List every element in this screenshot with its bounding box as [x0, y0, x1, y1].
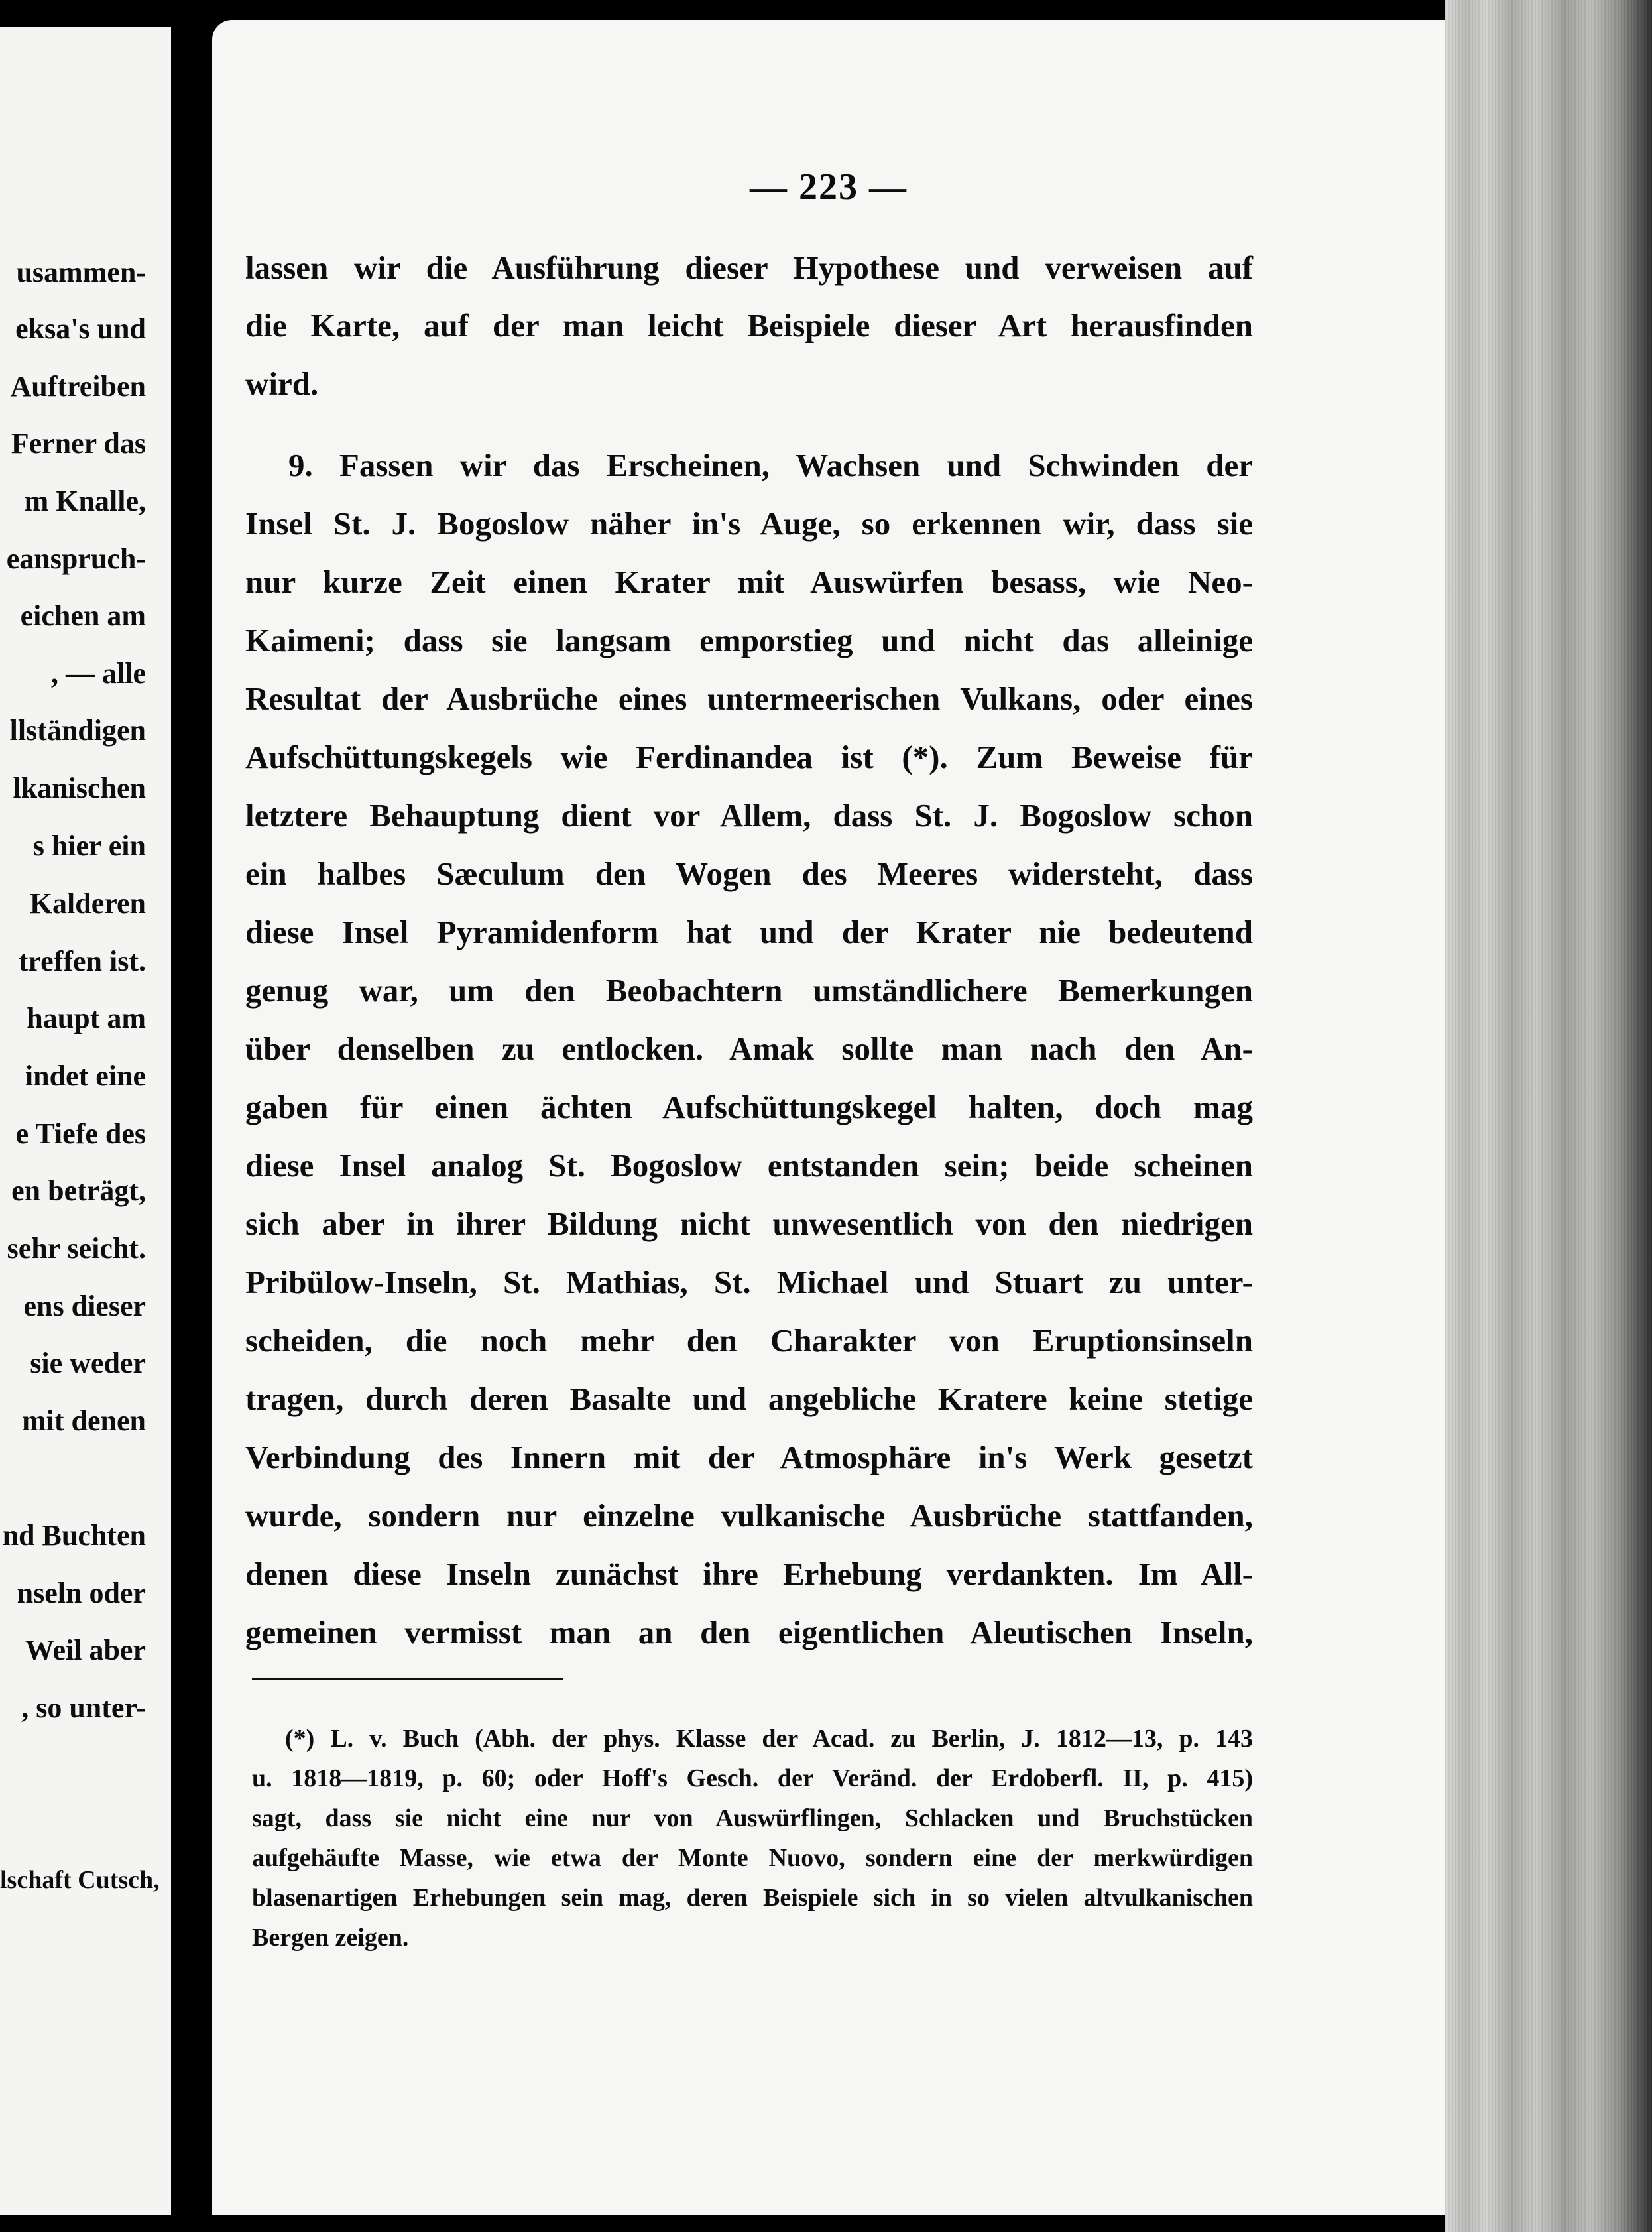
footnote-line: (*) L. v. Buch (Abh. der phys. Klasse der Acad. zu Berlin, J. 1812—13, p. 143 [285, 1725, 1253, 1753]
body-line: nur kurze Zeit einen Krater mit Auswürfen besass, wie Neo- [245, 564, 1253, 600]
left-page-line: haupt am [27, 1002, 146, 1034]
left-page-line: Kalderen [29, 887, 146, 920]
left-page-line: Weil aber [25, 1634, 146, 1666]
footnote-line: blasenartigen Erhebungen sein mag, deren Beispiele sich in so vielen altvulkanischen [252, 1884, 1253, 1912]
left-page-line: eanspruch- [6, 542, 146, 575]
left-page-line: llständigen [9, 714, 146, 747]
body-line: sich aber in ihrer Bildung nicht unwesentlich von den niedrigen [245, 1206, 1253, 1242]
body-line: gaben für einen ächten Aufschüttungskegel halten, doch mag [245, 1089, 1253, 1125]
body-line: die Karte, auf der man leicht Beispiele dieser Art herausfinden [245, 307, 1253, 343]
left-page-line: sehr seicht. [7, 1232, 146, 1265]
page-block-edge [1445, 0, 1652, 2232]
body-line: tragen, durch deren Basalte und angebliche Kratere keine stetige [245, 1381, 1253, 1417]
body-line: diese Insel Pyramidenform hat und der Krater nie bedeutend [245, 914, 1253, 950]
body-line: diese Insel analog St. Bogoslow entstanden sein; beide scheinen [245, 1147, 1253, 1184]
left-page-line: sie weder [30, 1347, 146, 1379]
left-page-line: nd Buchten [2, 1519, 146, 1552]
body-line: Resultat der Ausbrüche eines untermeerischen Vulkans, oder eines [245, 680, 1253, 717]
body-line: wurde, sondern nur einzelne vulkanische Ausbrüche stattfanden, [245, 1497, 1253, 1534]
footnote-line: u. 1818—1819, p. 60; oder Hoff's Gesch. der Veränd. der Erdoberfl. II, p. 415) [252, 1765, 1253, 1792]
body-line: lassen wir die Ausführung dieser Hypothese und verweisen auf [245, 249, 1253, 286]
body-line: scheiden, die noch mehr den Charakter von Eruptionsinseln [245, 1322, 1253, 1359]
body-line: denen diese Inseln zunächst ihre Erhebung verdankten. Im All- [245, 1556, 1253, 1592]
left-page-line: lkanischen [13, 772, 146, 804]
left-page-line: , so unter- [21, 1692, 146, 1724]
body-line: Insel St. J. Bogoslow näher in's Auge, so erkennen wir, dass sie [245, 505, 1253, 542]
footnote-line: aufgehäufte Masse, wie etwa der Monte Nuovo, sondern eine der merkwürdigen [252, 1844, 1253, 1872]
left-page-line: treffen ist. [18, 945, 146, 977]
footnote-line: Bergen zeigen. [252, 1924, 409, 1952]
left-page-line: indet eine [25, 1060, 146, 1092]
body-line: Pribülow-Inseln, St. Mathias, St. Michael und Stuart zu unter- [245, 1264, 1253, 1300]
footnote-line: sagt, dass sie nicht eine nur von Auswürflingen, Schlacken und Bruchstücken [252, 1804, 1253, 1832]
left-page-line: nseln oder [17, 1577, 146, 1609]
body-line: letztere Behauptung dient vor Allem, dass St. J. Bogoslow schon [245, 797, 1253, 834]
body-line: über denselben zu entlocken. Amak sollte man nach den An- [245, 1030, 1253, 1067]
body-line: wird. [245, 365, 319, 402]
left-page-line: mit denen [22, 1404, 146, 1437]
left-page-line: lschaft Cutsch, [0, 1866, 160, 1894]
body-line: 9. Fassen wir das Erscheinen, Wachsen und Schwinden der [288, 447, 1253, 483]
left-page-line: eichen am [20, 599, 146, 632]
body-line: gemeinen vermisst man an den eigentlichen Aleutischen Inseln, [245, 1614, 1253, 1650]
body-line: ein halbes Sæculum den Wogen des Meeres widersteht, dass [245, 855, 1253, 892]
left-page-line: en beträgt, [11, 1174, 146, 1207]
page-number: — 223 — [750, 166, 908, 208]
body-line: Kaimeni; dass sie langsam emporstieg und nicht das alleinige [245, 622, 1253, 658]
previous-page-fragment [0, 27, 171, 2215]
footnote-rule [252, 1678, 563, 1680]
body-line: Aufschüttungskegels wie Ferdinandea ist (*). Zum Beweise für [245, 739, 1253, 775]
left-page-line: m Knalle, [24, 485, 146, 517]
left-page-line: ens dieser [23, 1290, 146, 1322]
left-page-line: usammen- [16, 256, 146, 288]
body-line: Verbindung des Innern mit der Atmosphäre in's Werk gesetzt [245, 1439, 1253, 1475]
book-page [212, 20, 1445, 2215]
left-page-line: e Tiefe des [15, 1117, 146, 1150]
left-page-line: Ferner das [11, 427, 146, 460]
left-page-line: eksa's und [15, 312, 146, 345]
book-gutter [171, 0, 212, 2232]
left-page-line: Auftreiben [10, 370, 146, 403]
body-line: genug war, um den Beobachtern umständlichere Bemerkungen [245, 972, 1253, 1009]
left-page-line: s hier ein [32, 830, 146, 862]
left-page-line: , — alle [51, 657, 146, 690]
